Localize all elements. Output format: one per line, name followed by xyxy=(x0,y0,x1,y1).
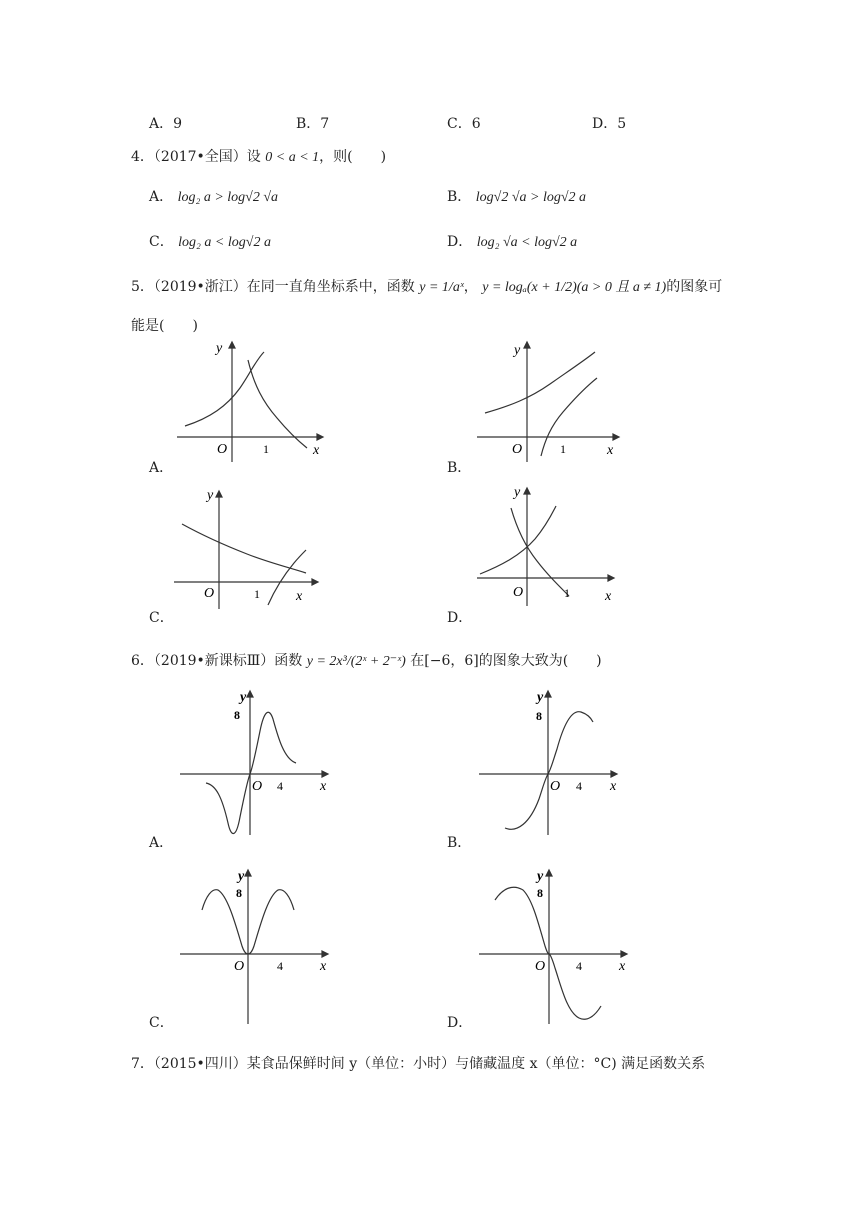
q5a-y-label: y xyxy=(216,341,223,356)
q6a-ytick: 8 xyxy=(234,708,240,722)
q4-option-d: D． log₂ √a < log√2 a xyxy=(447,234,578,250)
q6a-xtick: 4 xyxy=(277,779,283,793)
q5d-tick: 1 xyxy=(564,586,570,600)
q6c-xtick: 4 xyxy=(277,959,283,973)
q5-func2: y = logₐ(x + 1/2)(a > 0 且 a ≠ 1) xyxy=(482,280,667,295)
q4-option-c: C． log₂ a < log√2 a xyxy=(149,234,271,250)
q6-graph-b xyxy=(475,687,630,842)
q3-option-c: C．6 xyxy=(447,116,481,132)
q6d-origin: O xyxy=(535,959,546,974)
q6-label-a: A． xyxy=(149,835,174,851)
q5-label-b: B． xyxy=(447,460,472,476)
q5a-tick: 1 xyxy=(263,442,269,456)
q4-option-a: A． log₂ a > log√2 √a xyxy=(149,189,279,205)
q6c-y-label: y xyxy=(238,869,245,884)
q5-func1: y = 1/aˣ xyxy=(419,280,464,295)
q5c-x-label: x xyxy=(296,589,303,604)
q5c-y-label: y xyxy=(207,488,214,503)
q5d-y-label: y xyxy=(514,485,521,500)
q5c-tick: 1 xyxy=(254,587,260,601)
q5-stem-line2: 能是( ) xyxy=(131,318,198,334)
q5d-x-label: x xyxy=(605,589,612,604)
q3-option-b: B．7 xyxy=(296,116,330,132)
q5-stem: 5．（2019•浙江）在同一直角坐标系中，函数 y = 1/aˣ， y = logₐ(x + 1/2)(a > 0 且 a ≠ 1)的图象可 xyxy=(131,279,723,295)
q6d-y-label: y xyxy=(537,869,544,884)
q6-graph-c xyxy=(176,866,331,1028)
q5a-x-label: x xyxy=(313,443,320,458)
q5b-y-label: y xyxy=(514,343,521,358)
q6d-ytick: 8 xyxy=(537,886,543,900)
q6-func: y = 2x³/(2ˣ + 2⁻ˣ) xyxy=(306,654,406,669)
q6-label-d: D． xyxy=(447,1015,473,1031)
q5b-origin: O xyxy=(512,442,523,457)
q5-label-a: A． xyxy=(149,460,174,476)
q5-graph-a xyxy=(175,340,325,465)
q5-graph-c xyxy=(172,487,322,612)
q6b-origin: O xyxy=(550,779,561,794)
q6-graph-d xyxy=(475,866,630,1028)
q4-stem: 4．（2017•全国）设 0 < a < 1，则( ) xyxy=(131,149,387,165)
q6a-origin: O xyxy=(252,779,263,794)
q5d-origin: O xyxy=(513,585,524,600)
q6d-x-label: x xyxy=(619,959,626,974)
q6-stem: 6．（2019•新课标Ⅲ）函数 y = 2x³/(2ˣ + 2⁻ˣ) 在[−6，6]的图象大致为( ) xyxy=(131,653,602,669)
q6c-origin: O xyxy=(234,959,245,974)
q5-label-c: C． xyxy=(149,610,174,626)
q5a-origin: O xyxy=(217,442,228,457)
q5b-tick: 1 xyxy=(560,442,566,456)
q7-stem: 7．（2015•四川）某食品保鲜时间 y（单位：小时）与储藏温度 x（单位：°C) 满足函数关系 xyxy=(131,1056,706,1072)
q6-label-b: B． xyxy=(447,835,472,851)
q6a-x-label: x xyxy=(320,779,327,794)
q4-option-b: B． log√2 √a > log√2 a xyxy=(447,189,587,205)
q6a-y-label: y xyxy=(240,690,247,705)
q6b-x-label: x xyxy=(610,779,617,794)
q3-option-d: D．5 xyxy=(592,116,627,132)
q4-condition: 0 < a < 1 xyxy=(265,150,320,165)
q5b-x-label: x xyxy=(607,443,614,458)
q5-label-d: D． xyxy=(447,610,473,626)
q6-graph-a xyxy=(176,687,331,842)
q6c-ytick: 8 xyxy=(236,886,242,900)
q5-graph-b xyxy=(475,340,625,465)
q5-graph-d xyxy=(475,484,625,609)
q3-option-a: A．9 xyxy=(149,116,183,132)
q6b-y-label: y xyxy=(537,690,544,705)
q6-label-c: C． xyxy=(149,1015,174,1031)
q6b-ytick: 8 xyxy=(536,709,542,723)
q6d-xtick: 4 xyxy=(576,959,582,973)
q5c-origin: O xyxy=(204,586,215,601)
q6c-x-label: x xyxy=(320,959,327,974)
q6b-xtick: 4 xyxy=(576,779,582,793)
